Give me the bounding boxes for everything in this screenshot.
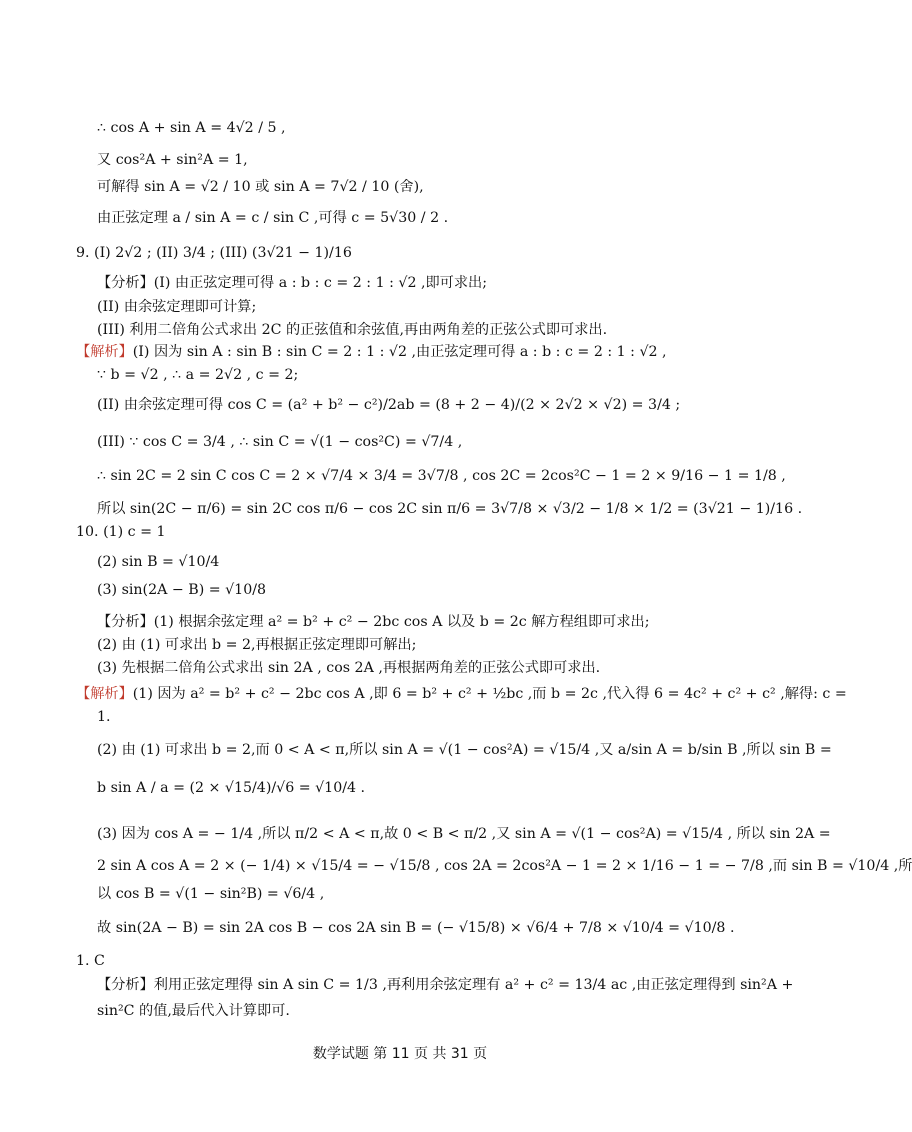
text-line: (III) 利用二倍角公式求出 2C 的正弦值和余弦值,再由两角差的正弦公式即可求出. — [97, 322, 608, 338]
text-line: ∵ b = √2 , ∴ a = 2√2 , c = 2; — [97, 367, 299, 383]
text-line: (3) sin(2A − B) = √10/8 — [97, 582, 267, 598]
text-line: b sin A / a = (2 × √15/4)/√6 = √10/4 . — [97, 780, 366, 796]
text-line: 1. — [97, 709, 111, 725]
solution-tag: 【解析】 — [76, 686, 133, 702]
text-line: ∴ cos A + sin A = 4√2 / 5 , — [97, 120, 286, 136]
text-line: (3) 先根据二倍角公式求出 sin 2A , cos 2A ,再根据两角差的正弦公式即可求出. — [97, 660, 601, 676]
solution-tag: 【解析】 — [76, 344, 133, 360]
solution-line — [76, 684, 847, 704]
text-line: (III) ∵ cos C = 3/4 , ∴ sin C = √(1 − cos²C) = √7/4 , — [97, 434, 463, 450]
solution-text: (I) 因为 sin A : sin B : sin C = 2 : 1 : √2 ,由正弦定理可得 a : b : c = 2 : 1 : √2 , — [132, 344, 667, 360]
question-1-answer: 1. C — [76, 953, 105, 969]
text-line: 所以 sin(2C − π/6) = sin 2C cos π/6 − cos 2C sin π/6 = 3√7/8 × √3/2 − 1/8 × 1/2 = (3√21 − 1)/16 . — [97, 501, 803, 517]
question-9-answer: 9. (I) 2√2 ; (II) 3/4 ; (III) (3√21 − 1)/16 — [76, 245, 352, 261]
text-line: (2) sin B = √10/4 — [97, 554, 220, 570]
solution-text: (1) 因为 a² = b² + c² − 2bc cos A ,即 6 = b² + c² + ½bc ,而 b = 2c ,代入得 6 = 4c² + c² + c² ,解得: c = — [132, 686, 847, 702]
text-line: (2) 由 (1) 可求出 b = 2,再根据正弦定理即可解出; — [97, 637, 417, 653]
text-line: (II) 由余弦定理即可计算; — [97, 299, 257, 315]
page-footer: 数学试题 第 11 页 共 31 页 — [312, 1046, 488, 1062]
text-line: 又 cos²A + sin²A = 1, — [97, 152, 248, 168]
text-line: 2 sin A cos A = 2 × (− 1/4) × √15/4 = − √15/8 , cos 2A = 2cos²A − 1 = 2 × 1/16 − 1 = − 7/8 ,而 sin B = √10/4 ,所 — [97, 858, 912, 874]
text-line: sin²C 的值,最后代入计算即可. — [97, 1003, 290, 1019]
text-line: (3) 因为 cos A = − 1/4 ,所以 π/2 < A < π,故 0 < B < π/2 ,又 sin A = √(1 − cos²A) = √15/4 , 所以 sin 2A = — [97, 826, 831, 842]
text-line: (II) 由余弦定理可得 cos C = (a² + b² − c²)/2ab = (8 + 2 − 4)/(2 × 2√2 × √2) = 3/4 ; — [97, 397, 681, 413]
solution-line — [76, 342, 740, 362]
text-line: 以 cos B = √(1 − sin²B) = √6/4 , — [97, 886, 325, 902]
analysis-line: 【分析】利用正弦定理得 sin A sin C = 1/3 ,再利用余弦定理有 a² + c² = 13/4 ac ,由正弦定理得到 sin²A + — [97, 977, 794, 993]
text-line: 由正弦定理 a / sin A = c / sin C ,可得 c = 5√30 / 2 . — [97, 210, 449, 226]
text-line: 可解得 sin A = √2 / 10 或 sin A = 7√2 / 10 (舍), — [97, 179, 424, 195]
text-line: 故 sin(2A − B) = sin 2A cos B − cos 2A sin B = (− √15/8) × √6/4 + 7/8 × √10/4 = √10/8 . — [97, 920, 735, 936]
text-line: (2) 由 (1) 可求出 b = 2,而 0 < A < π,所以 sin A = √(1 − cos²A) = √15/4 ,又 a/sin A = b/sin B ,所以 sin B = — [97, 742, 832, 758]
question-10-answer: 10. (1) c = 1 — [76, 524, 166, 540]
analysis-line: 【分析】(1) 根据余弦定理 a² = b² + c² − 2bc cos A 以及 b = 2c 解方程组即可求出; — [97, 614, 650, 630]
text-line: ∴ sin 2C = 2 sin C cos C = 2 × √7/4 × 3/4 = 3√7/8 , cos 2C = 2cos²C − 1 = 2 × 9/16 − 1 = 1/8 , — [97, 468, 786, 484]
analysis-line: 【分析】(I) 由正弦定理可得 a : b : c = 2 : 1 : √2 ,即可求出; — [97, 275, 488, 291]
